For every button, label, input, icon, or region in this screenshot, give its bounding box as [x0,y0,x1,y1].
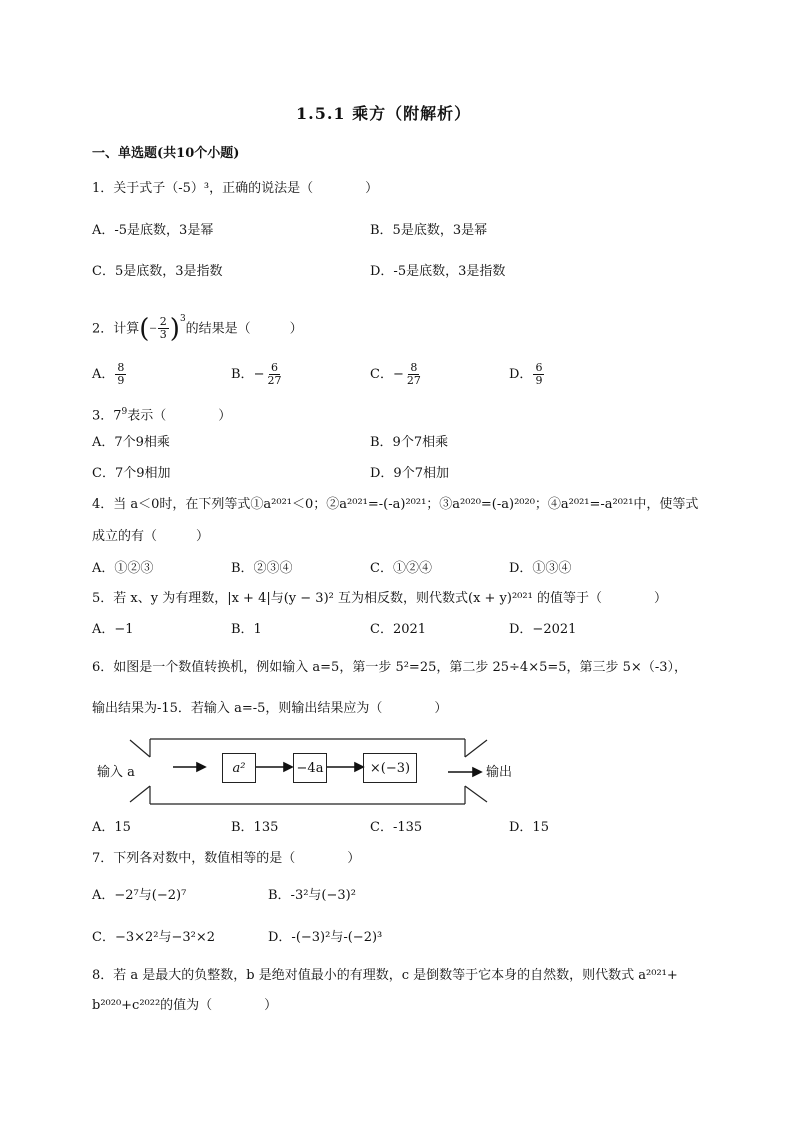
option-label: C． [370,367,393,382]
fraction-denominator: 3 [159,328,167,342]
question-7-option-b: B．-3²与(−3)² [268,888,356,903]
page-title: 1.5.1 乘方（附解析） [296,104,472,123]
input-label: 输入 a [97,765,135,780]
question-2-exponent: 3 [179,314,186,324]
question-5-option-c: C．2021 [370,622,427,637]
question-5-option-d: D．−2021 [509,622,577,637]
question-2-minus: − [149,320,157,336]
option-label: A． [92,367,115,382]
question-4-stem-line2: 成立的有（ ） [92,529,210,544]
question-4-option-d: D．①③④ [509,561,572,576]
option-label: D． [509,367,533,382]
question-7-stem: 7．下列各对数中，数值相等的是（ ） [92,851,361,866]
question-4-option-c: C．①②④ [370,561,432,576]
question-7-option-a: A．−2⁷与(−2)⁷ [92,888,187,903]
section-heading: 一、单选题(共10个小题) [92,146,240,161]
question-2-prefix: 2．计算 [92,321,140,337]
question-8-stem-line2: b²⁰²⁰+c²⁰²²的值为（ ） [92,998,278,1013]
right-paren: ) [169,313,180,344]
question-6-option-b: B．135 [231,820,279,835]
question-4-stem-line1: 4．当 a＜0时，在下列等式①a²⁰²¹＜0；②a²⁰²¹=-(-a)²⁰²¹；③a²⁰²⁰=(-a)²⁰²⁰；④a²⁰²¹=-a²⁰²¹中，使等式 [92,497,699,512]
question-7-option-d: D．-(−3)²与-(−2)³ [268,930,383,945]
machine-right-flare-top [465,740,487,757]
question-7-option-c: C．−3×2²与−3²×2 [92,930,216,945]
question-4-option-b: B．②③④ [231,561,293,576]
fraction-denominator: 27 [406,374,421,387]
question-6-option-d: D．15 [509,820,549,835]
output-label: 输出 [486,765,513,780]
question-6-option-c: C．-135 [370,820,423,835]
arrow-step2-head [355,763,363,771]
question-5-option-b: B．1 [231,622,262,637]
arrow-output-head [473,768,481,776]
option-sign: − [253,367,265,382]
machine-left-flare-top [130,740,150,757]
fraction-denominator: 9 [535,374,543,387]
option-sign: − [392,367,404,382]
question-8-stem-line1: 8．若 a 是最大的负整数，b 是绝对值最小的有理数，c 是倒数等于它本身的自然数，则代数式 a²⁰²¹+ [92,968,678,983]
question-6-option-a: A．15 [92,820,131,835]
machine-right-flare-bottom [465,786,487,802]
question-1-option-d: D．-5是底数，3是指数 [370,264,506,279]
question-6-stem-line1: 6．如图是一个数值转换机，例如输入 a=5，第一步 5²=25，第二步 25÷4×5=5，第三步 5×（-3）， [92,660,687,675]
arrow-step1-head [284,763,292,771]
question-3-suffix: 表示（ ） [127,408,232,424]
question-1-option-a: A．-5是底数，3是幂 [92,223,214,238]
question-3-exponent: 9 [121,407,128,417]
fraction-numerator: 8 [117,361,125,374]
fraction-numerator: 2 [159,315,167,329]
step-times-minus4a-box: −4a [293,753,327,783]
question-2-suffix: 的结果是（ ） [185,321,303,337]
question-4-option-a: A．①②③ [92,561,154,576]
fraction-denominator: 9 [117,374,125,387]
question-5-option-a: A．−1 [92,622,134,637]
option-label: B． [231,367,254,382]
fraction-denominator: 27 [267,374,282,387]
question-6-stem-line2: 输出结果为-15．若输入 a=-5，则输出结果应为（ ） [92,701,448,716]
question-3-option-b: B．9个7相乘 [370,435,449,450]
question-1-option-c: C．5是底数，3是指数 [92,264,223,279]
question-1-stem: 1．关于式子（-5）³，正确的说法是（ ） [92,181,379,196]
left-paren: ( [139,313,150,344]
machine-left-flare-bottom [130,786,150,802]
fraction-numerator: 6 [270,361,278,374]
question-3-prefix: 3．7 [92,408,122,424]
step-square-box: a² [222,753,256,783]
question-3-option-a: A．7个9相乘 [92,435,170,450]
arrow-input-head [197,763,205,771]
step-times-minus3-box: ×(−3) [363,753,417,783]
question-3-option-c: C．7个9相加 [92,466,171,481]
fraction-numerator: 6 [535,361,543,374]
fraction-numerator: 8 [410,361,418,374]
question-5-stem: 5．若 x、y 为有理数，|x + 4|与(y − 3)² 互为相反数，则代数式(x + y)²⁰²¹ 的值等于（ ） [92,591,667,606]
question-3-option-d: D．9个7相加 [370,466,449,481]
question-1-option-b: B．5是底数，3是幂 [370,223,488,238]
